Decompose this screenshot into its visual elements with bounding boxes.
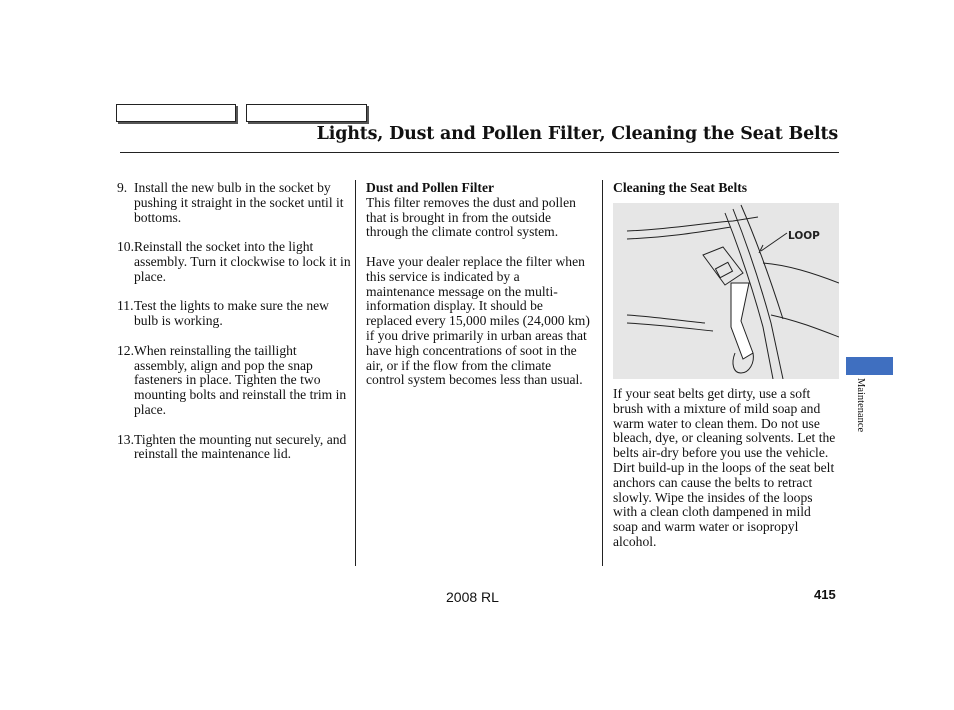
seatbelt-paragraph-1: If your seat belts get dirty, use a soft brush with a mixture of mild soap and warm water to clean them. Do not use bleach, dye, or cleaning solvents. Let the belts air-dry before you use the vehicle. (613, 386, 836, 461)
seatbelt-illustration (613, 203, 839, 379)
nav-button-2[interactable] (246, 104, 367, 122)
step-text: Reinstall the socket into the light assembly. Turn it clockwise to lock it in place. (134, 239, 351, 284)
page-title: Lights, Dust and Pollen Filter, Cleaning the Seat Belts (316, 124, 838, 144)
step-number: 9. (117, 180, 128, 195)
step-text: Tighten the mounting nut securely, and reinstall the maintenance lid. (134, 431, 347, 462)
filter-column (366, 181, 590, 388)
page-number: 415 (814, 587, 836, 602)
step-text: When reinstalling the taillight assembly, align and pop the snap fasteners in place. Tighten the two mounting bolts and reinstall the trim in place. (134, 342, 347, 417)
seatbelt-heading: Cleaning the Seat Belts (613, 180, 748, 195)
step-item (119, 240, 351, 284)
column-divider-left (355, 180, 356, 566)
filter-heading: Dust and Pollen Filter (366, 180, 495, 195)
step-number: 11. (117, 298, 134, 314)
step-number: 10. (117, 239, 134, 255)
section-tab-label: Maintenance (855, 378, 866, 433)
section-tab[interactable] (846, 357, 893, 375)
step-item (119, 344, 351, 418)
column-divider-right (602, 180, 603, 566)
footer-model: 2008 RL (446, 589, 499, 605)
seatbelt-text (613, 387, 839, 550)
seatbelt-paragraph-2: Dirt build-up in the loops of the seat belt anchors can cause the belts to retract slowly. Wipe the insides of the loops with a clean cloth dampened in mild soap and warm water or isopropyl alcohol. (613, 459, 835, 549)
step-item (119, 433, 351, 463)
step-number: 13. (117, 431, 134, 447)
step-text: Test the lights to make sure the new bulb is working. (134, 298, 329, 329)
step-item (119, 181, 351, 225)
title-rule (120, 152, 839, 153)
steps-column (119, 181, 351, 477)
filter-paragraph-1: This filter removes the dust and pollen that is brought in from the outside through the climate control system. (366, 194, 576, 240)
step-number: 12. (117, 342, 134, 358)
seatbelt-heading-wrap (613, 181, 839, 196)
loop-callout-label: LOOP (788, 230, 820, 242)
nav-button-1[interactable] (116, 104, 236, 122)
filter-paragraph-2: Have your dealer replace the filter when this service is indicated by a maintenance message on the multi-information display. It should be replaced every 15,000 miles (24,000 km) if you drive primarily in urban areas that have high concentrations of soot in the air, or if the flow from the climate control system becomes less than usual. (366, 253, 590, 388)
step-text: Install the new bulb in the socket by pushing it straight in the socket until it bottoms. (134, 180, 344, 225)
step-item (119, 299, 351, 329)
